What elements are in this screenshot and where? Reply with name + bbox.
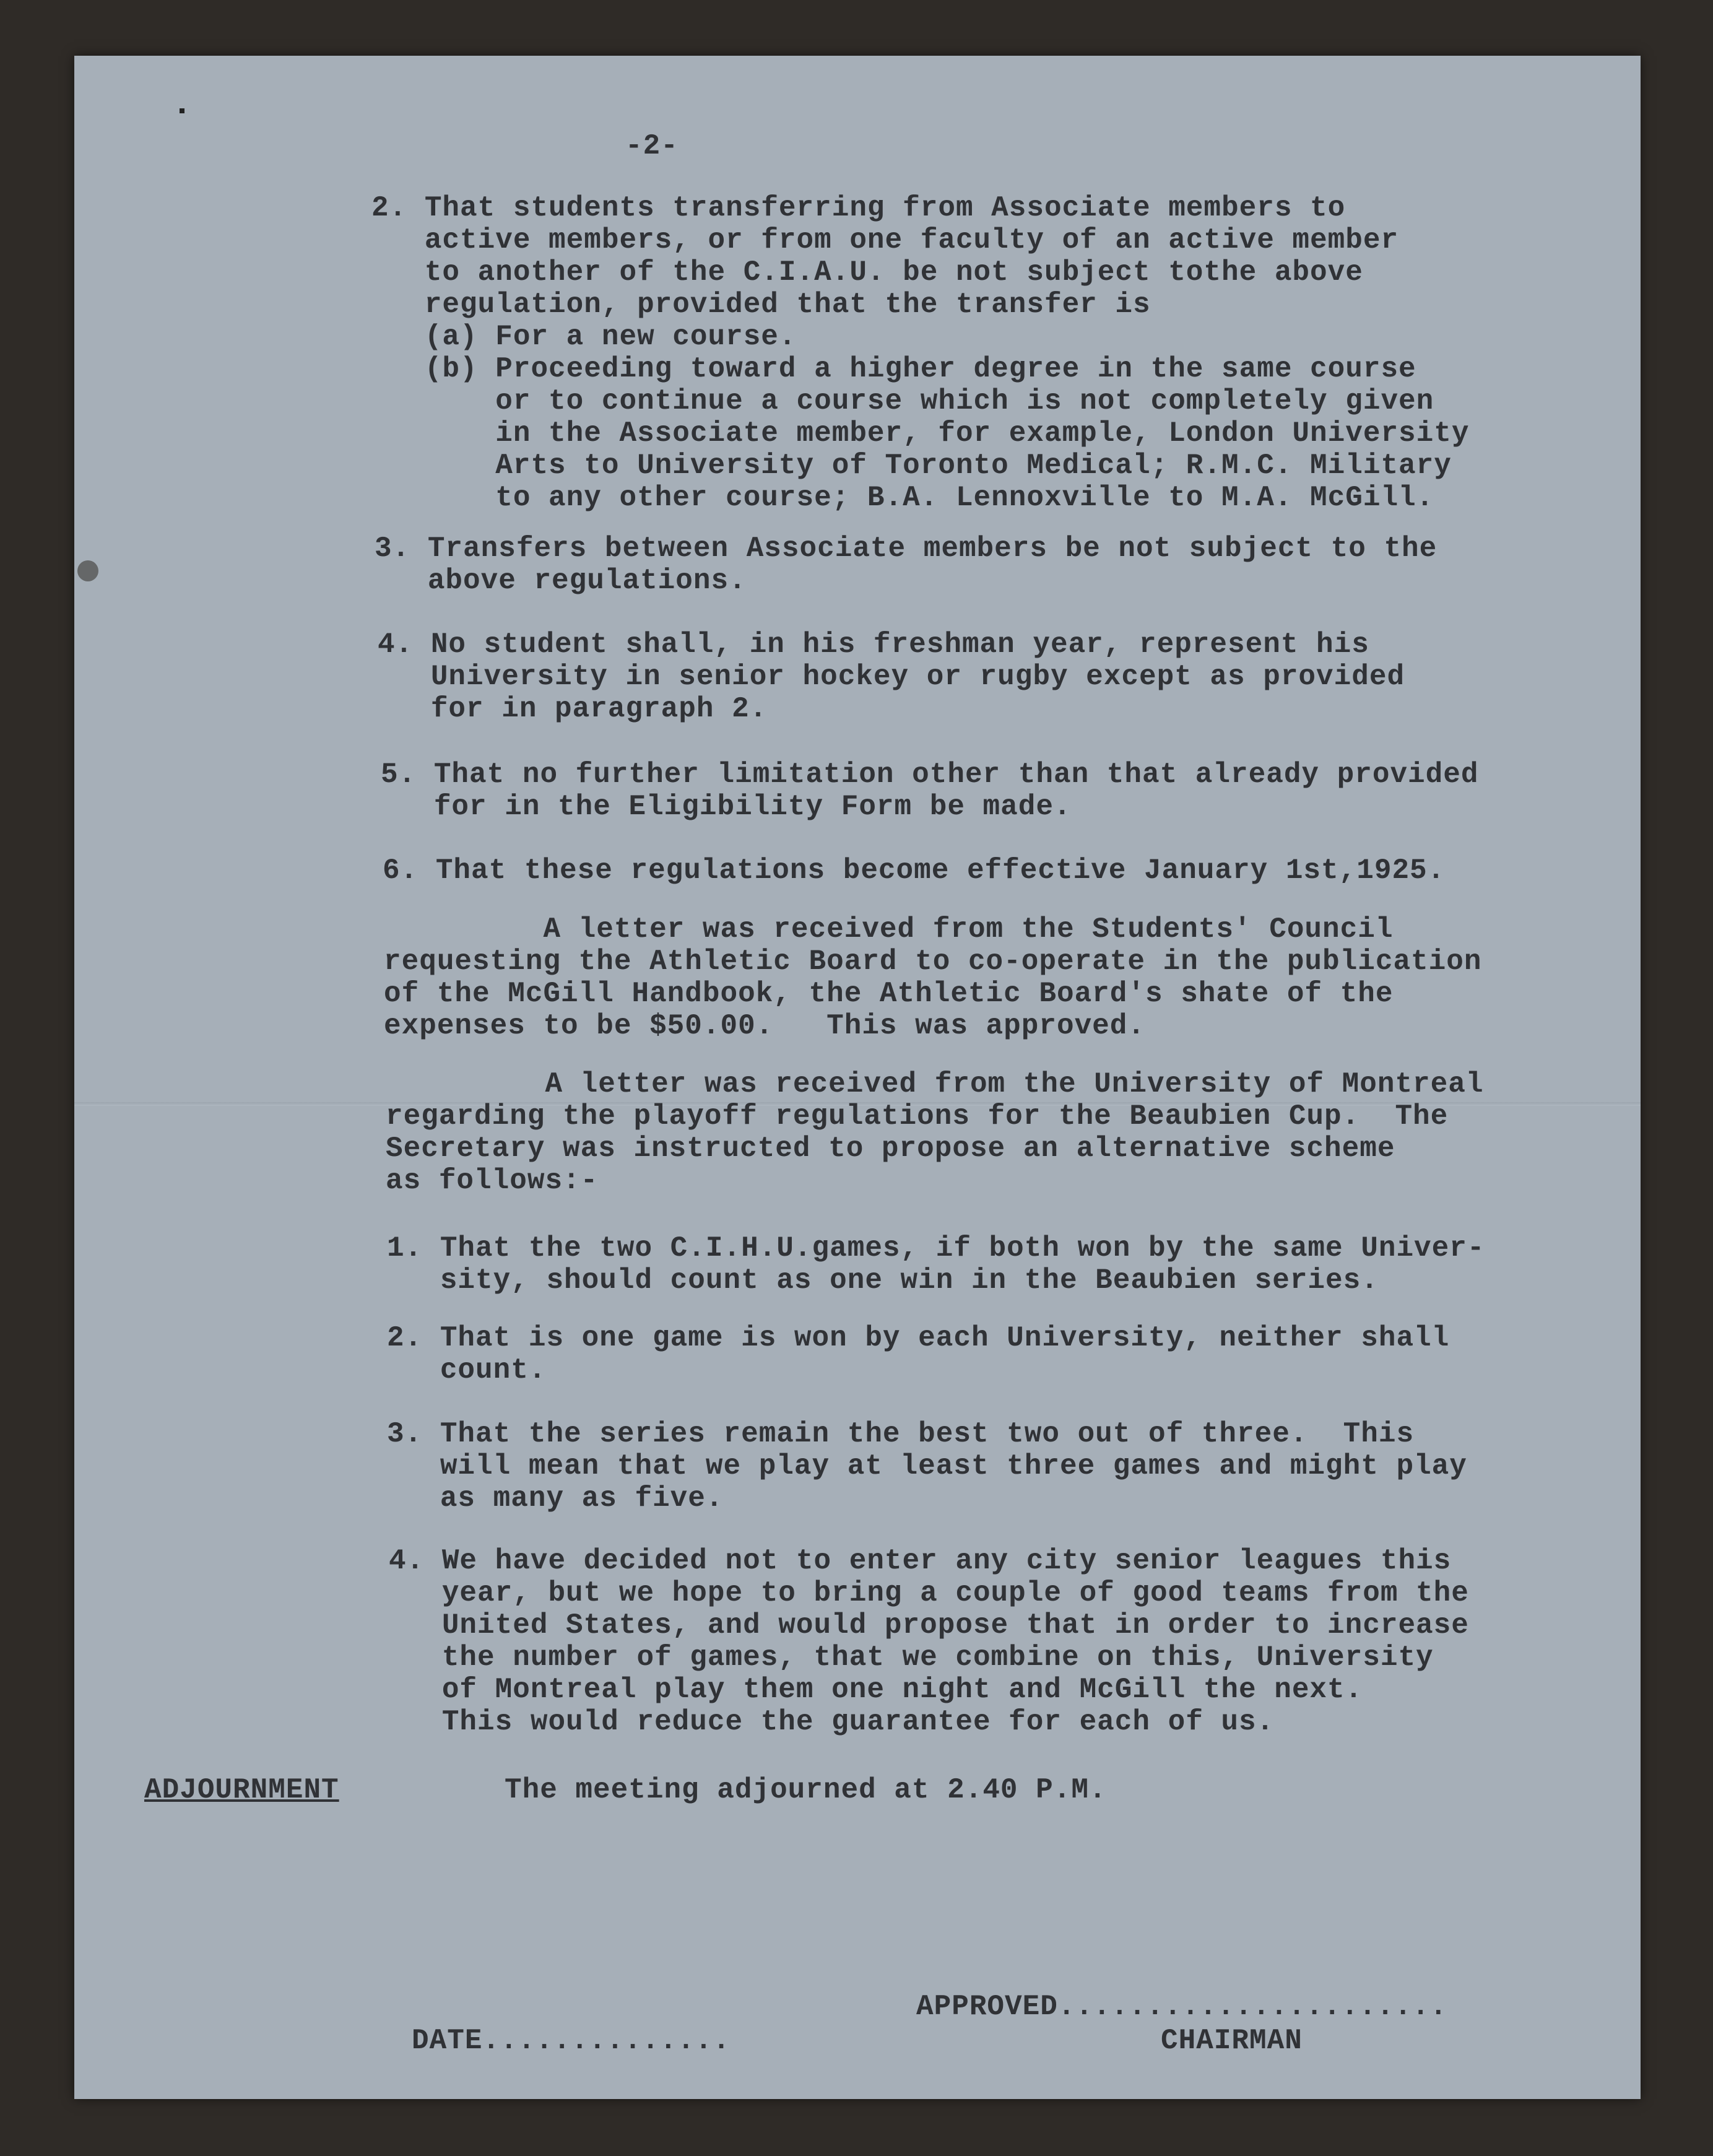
item-4-freshman-rule: 4. No student shall, in his freshman year, represent his University in senior hockey or rugby except as provided for in paragraph 2. xyxy=(378,628,1405,725)
punch-hole xyxy=(77,560,98,581)
item-6-effective-date: 6. That these regulations become effective January 1st,1925. xyxy=(383,854,1446,887)
adjournment-text: The meeting adjourned at 2.40 P.M. xyxy=(505,1774,1107,1806)
ink-mark xyxy=(180,108,184,113)
item-3-associate-transfers: 3. Transfers between Associate members be not subject to the above regulations. xyxy=(375,532,1438,597)
document-page xyxy=(74,56,1641,2099)
chairman-label: CHAIRMAN xyxy=(1161,2025,1303,2057)
page-number: -2- xyxy=(625,130,679,162)
date-line: DATE.............. xyxy=(412,2025,731,2057)
scheme-item-2: 2. That is one game is won by each University, neither shall count. xyxy=(387,1322,1450,1386)
approved-line: APPROVED...................... xyxy=(916,1991,1448,2023)
item-2-transfer-rules: 2. That students transferring from Associate members to active members, or from one faculty of an active member to another of the C.I.A.U. be not subject tothe above regulation, provided that the transfer is (a) For a new course. (b) Proceeding toward a higher degree in the same course or to continue a course which is not completely given in the Associate member, for example, London University Arts to University of Toronto Medical; R.M.C. Military to any other course; B.A. Lennoxville to M.A. McGill. xyxy=(371,192,1470,514)
paragraph-university-montreal-letter: A letter was received from the University of Montreal regarding the playoff regulations for the Beaubien Cup. The Secretary was instructed to propose an alternative scheme as follows:- xyxy=(386,1068,1484,1197)
scheme-item-4: 4. We have decided not to enter any city senior leagues this year, but we hope to bring a couple of good teams from the United States, and would propose that in order to increase the number of games, that we combine on this, University of Montreal play them one night and McGill the next. This would reduce the guarantee for each of us. xyxy=(389,1545,1469,1738)
adjournment-label: ADJOURNMENT xyxy=(144,1774,339,1806)
scheme-item-1: 1. That the two C.I.H.U.games, if both won by the same Univer- sity, should count as one win in the Beaubien series. xyxy=(387,1232,1485,1297)
scheme-item-3: 3. That the series remain the best two out of three. This will mean that we play at least three games and might play as many as five. xyxy=(387,1418,1467,1515)
item-5-no-further-limitation: 5. That no further limitation other than that already provided for in the Eligibility Form be made. xyxy=(381,759,1479,823)
paragraph-students-council-letter: A letter was received from the Students' Council requesting the Athletic Board to co-operate in the publication of the McGill Handbook, the Athletic Board's shate of the expenses to be $50.00. This was approved. xyxy=(384,913,1482,1042)
